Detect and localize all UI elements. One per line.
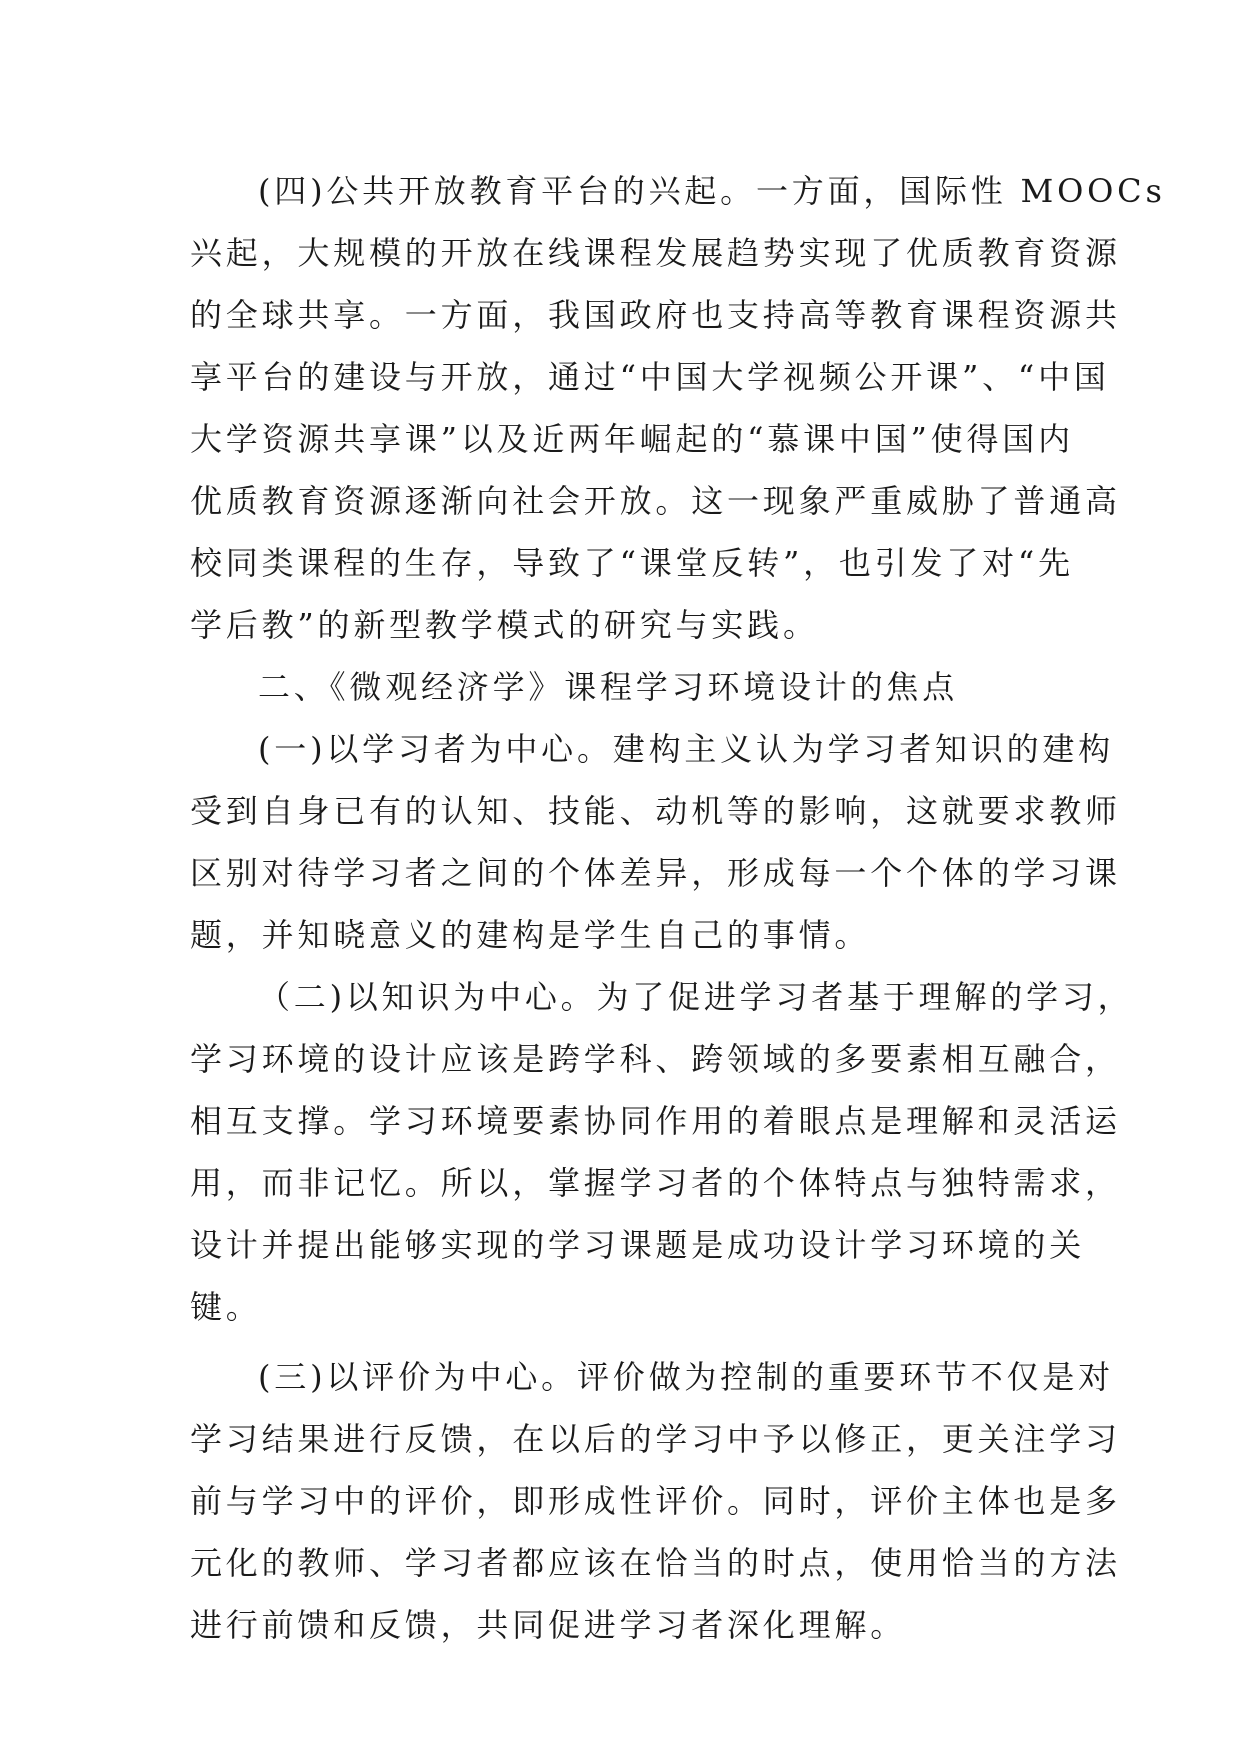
paragraph-line: (一)以学习者为中心。建构主义认为学习者知识的建构: [258, 730, 1114, 768]
paragraph-line: 学习环境的设计应该是跨学科、跨领域的多要素相互融合，: [190, 1040, 1121, 1078]
paragraph-learner-centered: [190, 718, 1121, 966]
paragraph-line: 享平台的建设与开放，通过“中国大学视频公开课”、“中国: [190, 358, 1110, 396]
section-heading: [190, 656, 1060, 718]
paragraph-line: 题，并知晓意义的建构是学生自己的事情。: [190, 916, 871, 954]
paragraph-line: 优质教育资源逐渐向社会开放。这一现象严重威胁了普通高: [190, 482, 1121, 520]
paragraph-line: 元化的教师、学习者都应该在恰当的时点，使用恰当的方法: [190, 1544, 1121, 1582]
paragraph-line: 设计并提出能够实现的学习课题是成功设计学习环境的关: [190, 1226, 1086, 1264]
paragraph-line: 兴起，大规模的开放在线课程发展趋势实现了优质教育资源: [190, 234, 1121, 272]
paragraph-line: 的全球共享。一方面，我国政府也支持高等教育课程资源共: [190, 296, 1121, 334]
paragraph-line: 进行前馈和反馈，共同促进学习者深化理解。: [190, 1606, 907, 1644]
paragraph-line: (四)公共开放教育平台的兴起。一方面，国际性 MOOCs: [258, 172, 1166, 210]
paragraph-line: 学后教”的新型教学模式的研究与实践。: [190, 606, 819, 644]
paragraph-line: 用，而非记忆。所以，掌握学习者的个体特点与独特需求，: [190, 1164, 1121, 1202]
paragraph-line: 相互支撑。学习环境要素协同作用的着眼点是理解和灵活运: [190, 1102, 1121, 1140]
paragraph-knowledge-centered: [190, 966, 1134, 1338]
paragraph-assessment-centered: [190, 1346, 1121, 1656]
section-heading-text: 二、《微观经济学》课程学习环境设计的焦点: [258, 668, 959, 706]
paragraph-public-open-education: [190, 160, 1166, 656]
paragraph-line: 键。: [190, 1288, 262, 1326]
paragraph-line: 前与学习中的评价，即形成性评价。同时，评价主体也是多: [190, 1482, 1121, 1520]
paragraph-line: （二)以知识为中心。为了促进学习者基于理解的学习，: [258, 978, 1134, 1016]
paragraph-line: 区别对待学习者之间的个体差异，形成每一个个体的学习课: [190, 854, 1121, 892]
paragraph-line: 大学资源共享课”以及近两年崛起的“慕课中国”使得国内: [190, 420, 1074, 458]
paragraph-line: 学习结果进行反馈，在以后的学习中予以修正，更关注学习: [190, 1420, 1121, 1458]
paragraph-spacer: [190, 1338, 1060, 1346]
paragraph-line: 受到自身已有的认知、技能、动机等的影响，这就要求教师: [190, 792, 1121, 830]
paragraph-line: (三)以评价为中心。评价做为控制的重要环节不仅是对: [258, 1358, 1114, 1396]
document-body: [190, 160, 1166, 1656]
paragraph-line: 校同类课程的生存，导致了“课堂反转”，也引发了对“先: [190, 544, 1074, 582]
